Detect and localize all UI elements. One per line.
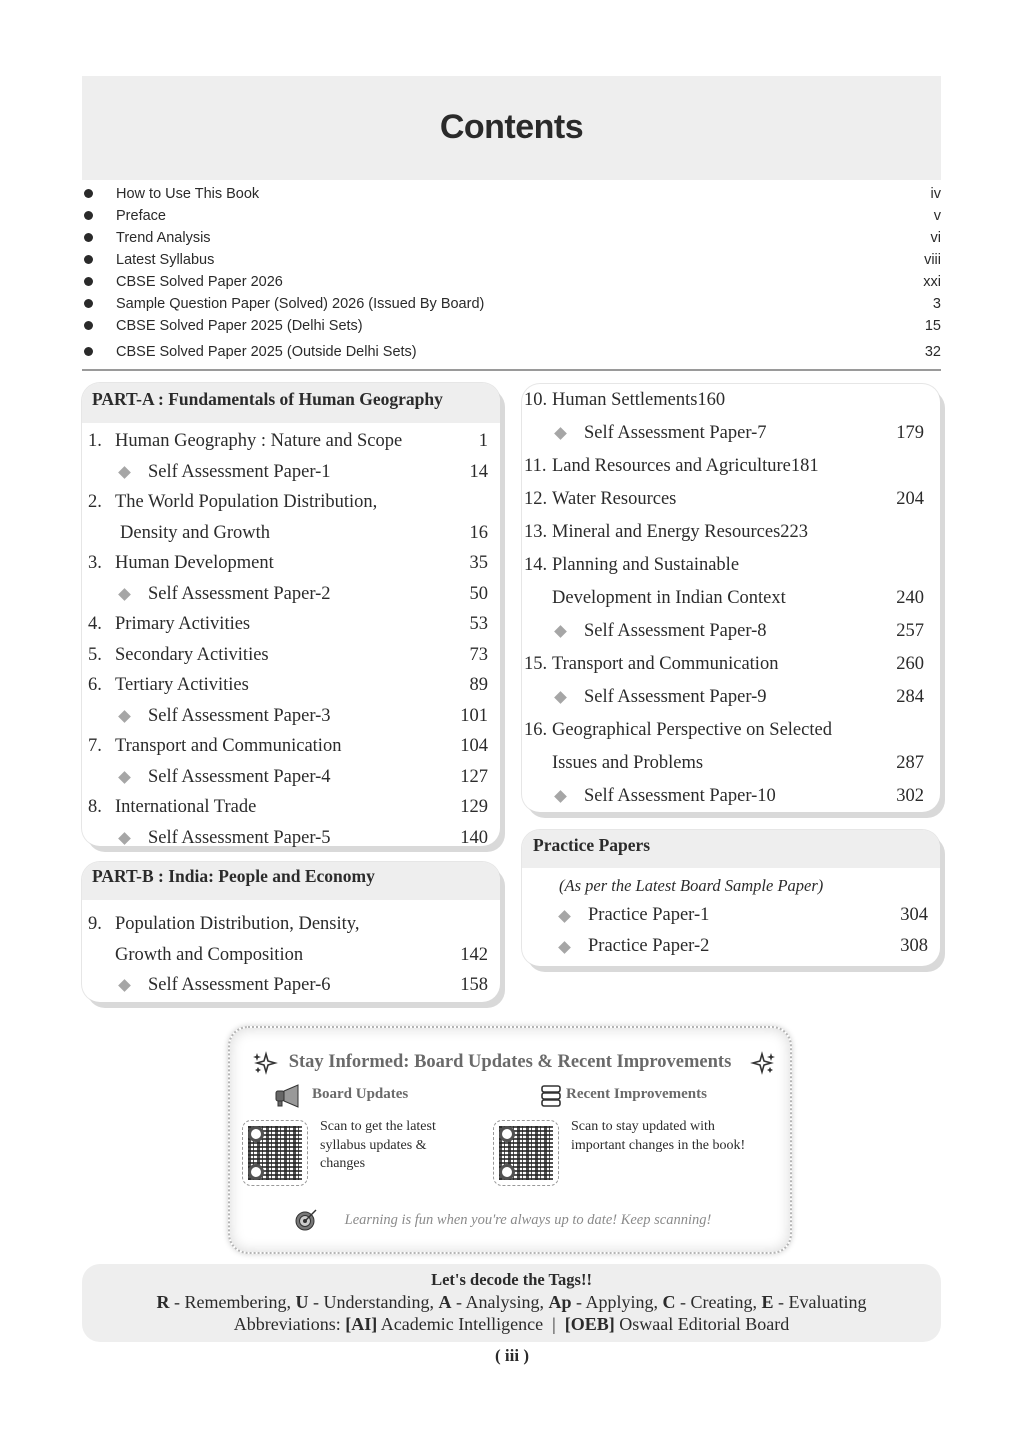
- toc-page: 287: [896, 753, 924, 773]
- toc-page: 127: [460, 766, 488, 787]
- item-page: xxi: [923, 274, 941, 290]
- bullet-icon: [84, 321, 93, 330]
- toc-page: 308: [900, 936, 928, 956]
- abbr-meaning: Oswaal Editorial Board: [619, 1314, 790, 1334]
- toc-page: 1: [478, 431, 488, 451]
- toc-title: Planning and Sustainable: [552, 555, 740, 575]
- abbr-meaning: Academic Intelligence: [380, 1314, 544, 1334]
- tag-code: Ap: [548, 1292, 572, 1312]
- toc-title: Primary Activities: [115, 614, 251, 634]
- item-label: Preface: [116, 208, 166, 224]
- toc-page: 204: [896, 489, 924, 509]
- toc-page: 50: [469, 583, 488, 604]
- part-a-card: [82, 383, 500, 846]
- part-a-list: [82, 426, 500, 853]
- toc-chapter[interactable]: [518, 582, 936, 615]
- bullet-icon: [84, 189, 93, 198]
- toc-chapter[interactable]: [82, 609, 500, 640]
- chapter-number: 4.: [88, 614, 102, 634]
- diamond-bullet-icon: [118, 588, 131, 601]
- toc-title: Tertiary Activities: [115, 675, 249, 695]
- part-b-list: [82, 909, 500, 1001]
- toc-chapter[interactable]: [82, 731, 500, 762]
- front-matter-item[interactable]: [82, 315, 941, 337]
- toc-page: 53: [469, 614, 488, 634]
- tag-code: A: [438, 1292, 452, 1312]
- item-page: 32: [924, 344, 941, 360]
- recent-improvements-qr-code[interactable]: [493, 1120, 559, 1186]
- toc-title: The World Population Distribution,: [115, 492, 378, 512]
- diamond-bullet-icon: [554, 427, 567, 440]
- sparkle-icon: [750, 1050, 776, 1076]
- toc-title: Mineral and Energy Resources223: [552, 522, 809, 542]
- tag-meaning: Creating: [690, 1292, 753, 1312]
- front-matter-item[interactable]: [82, 183, 941, 205]
- toc-title: Human Development: [115, 553, 274, 573]
- toc-title: Self Assessment Paper-9: [584, 687, 767, 707]
- item-label: Latest Syllabus: [116, 252, 215, 268]
- chapter-number: 1.: [88, 431, 102, 451]
- toc-page: 158: [460, 975, 488, 995]
- toc-title: Self Assessment Paper-6: [148, 975, 331, 995]
- chapter-number: 12.: [524, 489, 548, 509]
- board-updates-heading: Board Updates: [312, 1086, 409, 1102]
- toc-title: Development in Indian Context: [552, 588, 786, 608]
- tag-meaning: Understanding: [323, 1292, 430, 1312]
- front-matter-item[interactable]: [82, 227, 941, 249]
- item-page: 15: [924, 318, 941, 334]
- toc-chapter[interactable]: [82, 518, 500, 549]
- tags-legend: [82, 1264, 941, 1342]
- tag-code: C: [662, 1292, 676, 1312]
- toc-page: 257: [896, 621, 924, 641]
- abbr-code: [AI]: [345, 1314, 378, 1334]
- page-title: Contents: [439, 108, 584, 146]
- toc-sub-item[interactable]: [518, 417, 936, 450]
- chapter-number: 10.: [524, 390, 548, 410]
- toc-page: 14: [469, 461, 488, 482]
- toc-page: 302: [896, 786, 924, 806]
- tags-title: Let's decode the Tags!!: [431, 1270, 592, 1289]
- toc-page: 284: [896, 687, 924, 707]
- diamond-bullet-icon: [118, 710, 131, 723]
- recent-improvements-text: Scan to stay updated with important changes in the book!: [571, 1119, 746, 1153]
- toc-title: Transport and Communication: [115, 736, 342, 756]
- toc-title: Human Geography : Nature and Scope: [115, 431, 403, 451]
- practice-papers-card: [522, 830, 940, 966]
- toc-title: Self Assessment Paper-7: [584, 423, 767, 443]
- diamond-bullet-icon: [554, 790, 567, 803]
- toc-title: Self Assessment Paper-3: [148, 705, 331, 726]
- abbr-label: Abbreviations:: [233, 1314, 341, 1334]
- tag-code: U: [295, 1292, 309, 1312]
- toc-chapter[interactable]: [82, 670, 500, 701]
- toc-page: 260: [896, 654, 924, 674]
- chapter-number: 13.: [524, 522, 548, 542]
- toc-title: Population Distribution, Density,: [115, 914, 360, 934]
- diamond-bullet-icon: [554, 691, 567, 704]
- megaphone-icon: [274, 1084, 304, 1108]
- toc-chapter[interactable]: [82, 548, 500, 579]
- part-b-card: [82, 862, 500, 1002]
- recent-improvements-heading: Recent Improvements: [566, 1086, 707, 1102]
- diamond-bullet-icon: [558, 941, 571, 954]
- front-matter-list: [82, 183, 941, 363]
- toc-sub-item[interactable]: [518, 615, 936, 648]
- practice-list: [522, 900, 940, 962]
- chapter-number: 16.: [524, 720, 548, 740]
- toc-title: Self Assessment Paper-8: [584, 621, 767, 641]
- part-b-continued-card: [522, 384, 940, 812]
- chapter-number: 7.: [88, 736, 102, 756]
- chapter-number: 2.: [88, 492, 102, 512]
- toc-title: Secondary Activities: [115, 644, 269, 665]
- toc-title: Self Assessment Paper-1: [148, 461, 331, 482]
- tag-meaning: Applying: [585, 1292, 654, 1312]
- toc-page: 89: [469, 675, 488, 695]
- toc-page: 304: [900, 905, 928, 925]
- toc-sub-item[interactable]: [82, 970, 500, 1001]
- toc-title: Self Assessment Paper-10: [584, 786, 776, 806]
- diamond-bullet-icon: [558, 910, 571, 923]
- practice-note: (As per the Latest Board Sample Paper): [559, 876, 824, 895]
- tag-code: R: [156, 1292, 170, 1312]
- front-matter-item[interactable]: [82, 205, 941, 227]
- practice-heading: Practice Papers: [522, 830, 940, 868]
- part-b-heading: PART-B : India: People and Economy: [82, 862, 500, 900]
- books-icon: [540, 1084, 562, 1108]
- toc-title: Growth and Composition: [115, 944, 304, 965]
- bullet-icon: [84, 211, 93, 220]
- chapter-number: 3.: [88, 553, 102, 573]
- info-tagline: Learning is fun when you're always up to date! Keep scanning!: [344, 1212, 712, 1228]
- chapter-number: 6.: [88, 675, 102, 695]
- toc-page: 179: [896, 423, 924, 443]
- toc-title: Geographical Perspective on Selected: [552, 720, 832, 740]
- front-matter-item[interactable]: [82, 341, 941, 363]
- diamond-bullet-icon: [554, 625, 567, 638]
- item-label: Sample Question Paper (Solved) 2026 (Issued By Board): [116, 296, 485, 312]
- board-updates-qr-code[interactable]: [242, 1120, 308, 1186]
- info-title: Stay Informed: Board Updates & Recent Improvements: [288, 1052, 732, 1072]
- board-updates-text: Scan to get the latest syllabus updates & changes: [320, 1119, 436, 1171]
- toc-page: 140: [460, 827, 488, 848]
- toc-title: Transport and Communication: [552, 654, 779, 674]
- toc-title: Practice Paper-2: [588, 936, 710, 956]
- toc-title: Issues and Problems: [552, 753, 704, 773]
- tag-meaning: Analysing: [465, 1292, 540, 1312]
- bullet-icon: [84, 277, 93, 286]
- item-page: viii: [924, 252, 941, 268]
- toc-page: 104: [460, 736, 488, 756]
- toc-chapter[interactable]: [82, 426, 500, 457]
- divider: [82, 369, 941, 371]
- toc-sub-item[interactable]: [518, 681, 936, 714]
- chapter-number: 8.: [88, 797, 102, 817]
- toc-chapter[interactable]: [518, 384, 936, 417]
- toc-sub-item[interactable]: [82, 579, 500, 610]
- toc-chapter[interactable]: [82, 940, 500, 971]
- toc-chapter[interactable]: [82, 909, 500, 940]
- diamond-bullet-icon: [118, 771, 131, 784]
- toc-chapter[interactable]: [518, 747, 936, 780]
- chapter-number: 9.: [88, 914, 102, 934]
- toc-sub-item[interactable]: [522, 900, 940, 931]
- item-label: CBSE Solved Paper 2026: [116, 274, 283, 290]
- chapter-number: 5.: [88, 644, 102, 665]
- toc-chapter[interactable]: [518, 516, 936, 549]
- toc-sub-item[interactable]: [82, 823, 500, 854]
- toc-title: Self Assessment Paper-4: [148, 766, 331, 787]
- item-label: CBSE Solved Paper 2025 (Outside Delhi Sets): [116, 344, 417, 360]
- bullet-icon: [84, 299, 93, 308]
- toc-page: 73: [469, 644, 488, 665]
- stay-informed-box: [228, 1026, 792, 1254]
- front-matter-item[interactable]: [82, 271, 941, 293]
- toc-sub-item[interactable]: [82, 762, 500, 793]
- item-label: How to Use This Book: [116, 186, 260, 202]
- toc-page: 35: [469, 553, 488, 573]
- front-matter-item[interactable]: [82, 249, 941, 271]
- bullet-icon: [84, 347, 93, 356]
- toc-title: Self Assessment Paper-5: [148, 827, 331, 848]
- toc-chapter[interactable]: [82, 792, 500, 823]
- abbr-code: [OEB]: [564, 1314, 615, 1334]
- toc-title: Land Resources and Agriculture181: [552, 456, 819, 476]
- tag-meaning: Evaluating: [788, 1292, 867, 1312]
- diamond-bullet-icon: [118, 466, 131, 479]
- abbreviations-list: [82, 1313, 941, 1335]
- toc-title: Self Assessment Paper-2: [148, 583, 331, 604]
- toc-page: 101: [460, 705, 488, 726]
- toc-title: Practice Paper-1: [588, 905, 710, 925]
- part-b-continued-list: [518, 384, 936, 813]
- chapter-number: 15.: [524, 654, 548, 674]
- toc-sub-item[interactable]: [82, 701, 500, 732]
- toc-page: 142: [460, 944, 488, 965]
- item-page: iv: [930, 186, 941, 202]
- toc-chapter[interactable]: [82, 487, 500, 518]
- toc-chapter[interactable]: [518, 648, 936, 681]
- toc-sub-item[interactable]: [522, 931, 940, 962]
- separator: |: [543, 1314, 565, 1334]
- diamond-bullet-icon: [118, 979, 131, 992]
- part-a-heading: PART-A : Fundamentals of Human Geography: [82, 383, 500, 423]
- tag-code: E: [761, 1292, 774, 1312]
- item-page: v: [933, 208, 941, 224]
- toc-chapter[interactable]: [518, 483, 936, 516]
- toc-sub-item[interactable]: [518, 780, 936, 813]
- title-band: [82, 76, 941, 180]
- toc-sub-item[interactable]: [82, 457, 500, 488]
- diamond-bullet-icon: [118, 832, 131, 845]
- item-label: Trend Analysis: [116, 230, 211, 246]
- item-label: CBSE Solved Paper 2025 (Delhi Sets): [116, 318, 363, 334]
- toc-chapter[interactable]: [518, 450, 936, 483]
- toc-page: 240: [896, 588, 924, 608]
- toc-page: 129: [460, 797, 488, 817]
- toc-title: International Trade: [115, 797, 257, 817]
- bullet-icon: [84, 233, 93, 242]
- chapter-number: 11.: [524, 456, 547, 476]
- bullet-icon: [84, 255, 93, 264]
- toc-title: Water Resources: [552, 489, 677, 509]
- toc-title: Density and Growth: [120, 522, 271, 543]
- toc-chapter[interactable]: [518, 549, 936, 582]
- tags-list: R - Remembering, U - Understanding, A - Analysing, Ap - Applying, C - Creating, E - Evaluating: [156, 1292, 867, 1312]
- item-page: vi: [930, 230, 941, 246]
- toc-chapter[interactable]: [518, 714, 936, 747]
- toc-chapter[interactable]: [82, 640, 500, 671]
- tag-meaning: Remembering: [184, 1292, 287, 1312]
- item-page: 3: [932, 296, 941, 312]
- chapter-number: 14.: [524, 555, 548, 575]
- toc-title: Human Settlements160: [552, 390, 726, 410]
- toc-page: 16: [469, 522, 488, 543]
- page-number: ( iii ): [495, 1346, 529, 1365]
- front-matter-item[interactable]: [82, 293, 941, 315]
